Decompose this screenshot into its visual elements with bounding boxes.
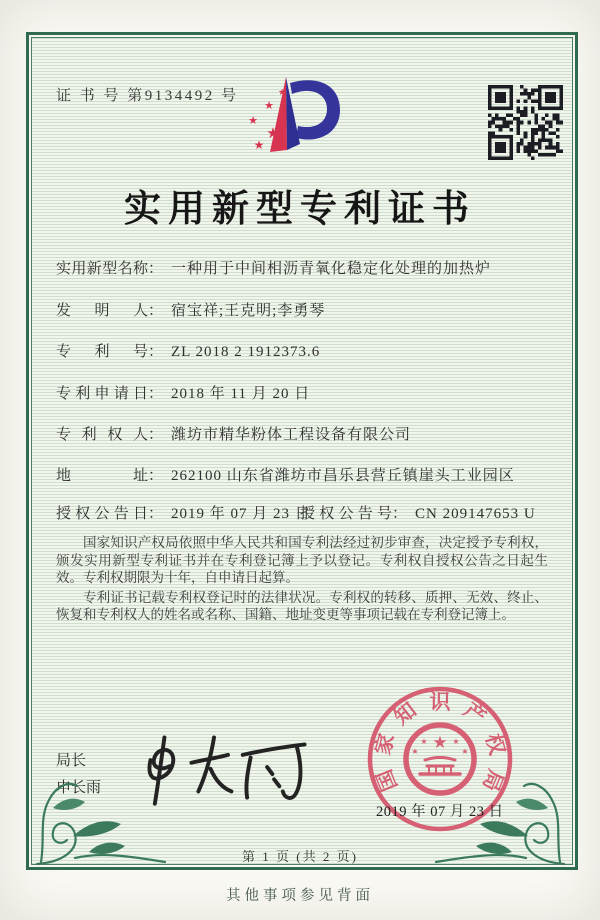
field-value: 潍坊市精华粉体工程设备有限公司 (171, 427, 412, 443)
seal-date: 2019 年 07 月 23 日 (376, 804, 504, 820)
field-grant-number (300, 502, 536, 523)
field-value: 2018 年 11 月 20 日 (171, 386, 311, 402)
emblem-star-icon: ★ (411, 747, 419, 756)
field-label: 专利申请日 (56, 386, 148, 402)
seal-char: 知 (389, 697, 421, 730)
field-filing-date (56, 382, 310, 403)
field-label: 发明人 (56, 303, 148, 319)
field-colon: ： (148, 506, 164, 522)
field-grant-date (56, 506, 311, 522)
legal-paragraph-1: 国家知识产权局依照中华人民共和国专利法经过初步审查，决定授予专利权，颁发实用新型专利证书并在专利登记簿上予以登记。专利权自授权公告之日起生效。专利权期限为十年，自申请日起算。 (56, 535, 548, 585)
qr-code (488, 85, 563, 160)
field-colon: ： (148, 303, 164, 319)
field-colon: ： (148, 468, 164, 484)
field-colon: ： (392, 506, 408, 522)
cnipa-patent-logo-icon (234, 74, 346, 162)
page-number: 第 1 页 (共 2 页) (242, 849, 358, 864)
seal-char: 识 (429, 689, 451, 714)
logo-star-icon: ★ (264, 100, 274, 112)
field-label: 授权公告日 (56, 506, 148, 522)
logo-star-icon: ★ (278, 110, 288, 122)
back-side-note: 其他事项参见背面 (226, 888, 374, 904)
director-name: 申长雨 (56, 780, 102, 796)
field-colon: ： (148, 386, 164, 402)
field-value: 宿宝祥;王克明;李勇琴 (171, 303, 326, 319)
logo-star-icon: ★ (248, 115, 258, 127)
field-colon: ： (148, 344, 164, 360)
certificate-number: 证 书 号 第9134492 号 (56, 88, 239, 104)
logo-star-icon: ★ (266, 126, 280, 142)
seal-char: 家 (370, 730, 400, 758)
field-utility-name (56, 257, 491, 278)
seal-char: 产 (459, 697, 491, 730)
field-label: 专利权人 (56, 427, 148, 443)
director-title: 局长 (56, 753, 87, 769)
field-label: 地址 (56, 468, 148, 484)
emblem-star-icon: ★ (461, 747, 469, 756)
field-label: 授权公告号 (300, 506, 392, 522)
legal-paragraph-2: 专利证书记载专利权登记时的法律状况。专利权的转移、质押、无效、终止、恢复和专利权人的姓名或名称、国籍、地址变更等事项记载在专利登记簿上。 (56, 589, 548, 622)
field-value: CN 209147653 U (415, 506, 536, 522)
field-patent-number (56, 340, 320, 361)
field-label: 实用新型名称 (56, 261, 148, 277)
field-value: ZL 2018 2 1912373.6 (171, 344, 321, 360)
legal-text (56, 534, 548, 626)
field-colon: ： (148, 427, 164, 443)
field-grant-row (56, 502, 544, 523)
certificate-title: 实用新型专利证书 (124, 189, 476, 230)
logo-star-icon: ★ (277, 87, 287, 97)
emblem-star-icon: ★ (452, 737, 460, 746)
field-value: 一种用于中间相沥青氧化稳定化处理的加热炉 (171, 261, 492, 277)
seal-char: 国 (371, 766, 403, 795)
field-patentee (56, 423, 411, 444)
seal-char: 局 (477, 766, 509, 795)
emblem-star-icon: ★ (420, 737, 428, 746)
field-address (56, 464, 515, 485)
field-value: 262100 山东省潍坊市昌乐县营丘镇崖头工业园区 (171, 468, 515, 484)
logo-star-icon: ★ (253, 138, 265, 152)
field-label: 专利号 (56, 344, 148, 360)
field-inventor (56, 299, 325, 320)
emblem-star-icon: ★ (432, 733, 448, 752)
field-value: 2019 年 07 月 23 日 (171, 506, 311, 522)
seal-char: 权 (480, 730, 510, 758)
field-colon: ： (148, 261, 164, 277)
